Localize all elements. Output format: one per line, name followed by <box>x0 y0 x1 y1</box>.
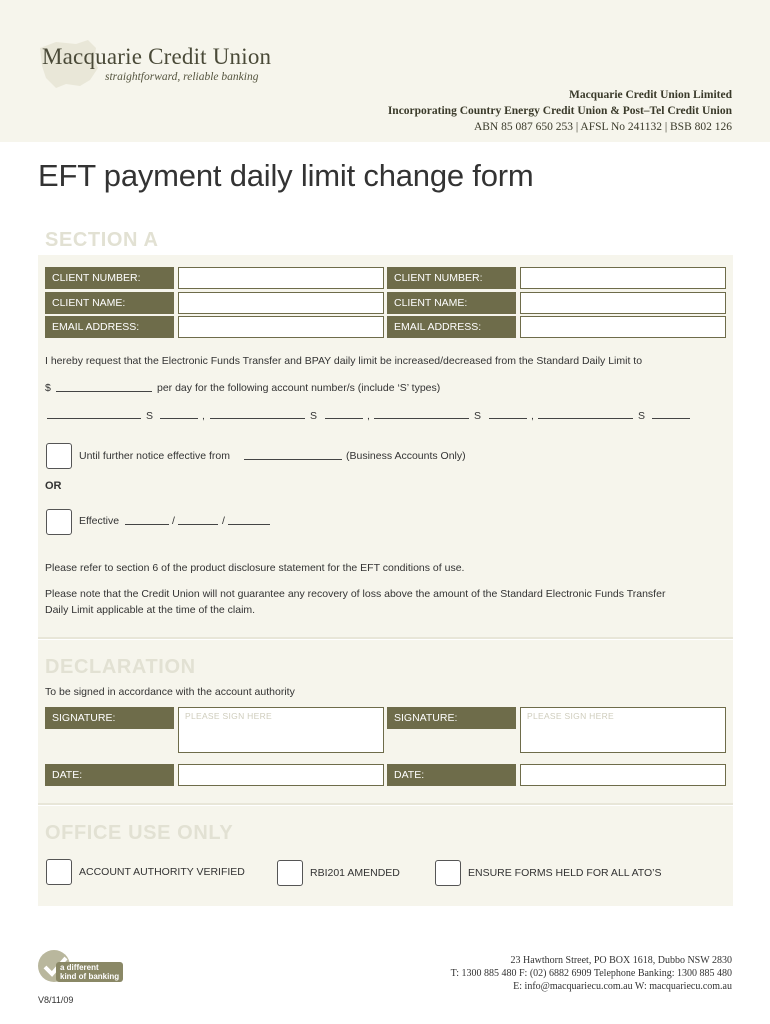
business-accounts-text: (Business Accounts Only) <box>346 450 466 462</box>
email-label-2: EMAIL ADDRESS: <box>387 316 516 338</box>
client-name-input-1[interactable] <box>178 292 384 314</box>
org-name: Macquarie Credit Union Limited <box>568 89 732 101</box>
account-authority-text: ACCOUNT AUTHORITY VERIFIED <box>79 866 245 878</box>
email-input-2[interactable] <box>520 316 726 338</box>
until-further-notice-checkbox[interactable] <box>46 443 72 469</box>
or-text: OR <box>45 480 62 492</box>
different-banking-badge <box>36 948 132 988</box>
client-number-input-1[interactable] <box>178 267 384 289</box>
account-number-field-2[interactable] <box>210 408 305 419</box>
signature-label-2: SIGNATURE: <box>387 707 516 729</box>
s-type-field-3[interactable] <box>489 408 527 419</box>
section-divider-2 <box>38 803 733 805</box>
badge-line-1: a different <box>60 963 99 972</box>
comma-3: , <box>531 410 534 422</box>
logo-name: Macquarie Credit Union <box>42 44 272 69</box>
badge-text <box>56 962 123 982</box>
signature-box-1[interactable] <box>178 707 384 753</box>
signature-label-1: SIGNATURE: <box>45 707 174 729</box>
effective-month-field[interactable] <box>178 514 218 525</box>
rbi201-checkbox[interactable] <box>277 860 303 886</box>
date-slash-2: / <box>222 515 225 527</box>
s-type-field-2[interactable] <box>325 408 363 419</box>
account-number-field-4[interactable] <box>538 408 633 419</box>
org-incorporating: Incorporating Country Energy Credit Union & Post–Tel Credit Union <box>387 105 732 117</box>
organisation-details <box>388 87 732 135</box>
account-number-field-1[interactable] <box>47 408 141 419</box>
date-label-2: DATE: <box>387 764 516 786</box>
ato-forms-checkbox[interactable] <box>435 860 461 886</box>
declaration-subtext: To be signed in accordance with the account authority <box>45 686 295 698</box>
form-title: EFT payment daily limit change form <box>38 158 534 193</box>
version-code: V8/11/09 <box>38 995 74 1005</box>
section-divider-1 <box>38 637 733 639</box>
s-label-4: S <box>638 410 646 422</box>
effective-text: Effective <box>79 515 120 527</box>
note-line-1: Please note that the Credit Union will not guarantee any recovery of loss above the amount of the Standard Electronic Funds Transfer <box>45 588 666 600</box>
date-input-1[interactable] <box>178 764 384 786</box>
footer-web: E: info@macquariecu.com.au W: macquariecu.com.au <box>513 981 732 992</box>
badge-line-2: kind of banking <box>60 972 120 981</box>
email-label-1: EMAIL ADDRESS: <box>45 316 174 338</box>
daily-limit-amount-field[interactable] <box>56 381 152 392</box>
comma-2: , <box>367 410 370 422</box>
email-input-1[interactable] <box>178 316 384 338</box>
signature-placeholder-1: PLEASE SIGN HERE <box>185 711 272 721</box>
date-label-1: DATE: <box>45 764 174 786</box>
client-name-label-2: CLIENT NAME: <box>387 292 516 314</box>
note-line-2: Daily Limit applicable at the time of the claim. <box>45 604 256 616</box>
office-use-panel <box>38 806 733 906</box>
account-number-field-3[interactable] <box>374 408 469 419</box>
logo-tagline: straightforward, reliable banking <box>105 71 259 83</box>
account-authority-checkbox[interactable] <box>46 859 72 885</box>
client-number-input-2[interactable] <box>520 267 726 289</box>
dollar-sign: $ <box>45 382 51 394</box>
s-type-field-4[interactable] <box>652 408 690 419</box>
client-name-label-1: CLIENT NAME: <box>45 292 174 314</box>
s-label-3: S <box>474 410 482 422</box>
date-slash-1: / <box>172 515 175 527</box>
until-text: Until further notice effective from <box>79 450 230 462</box>
declaration-heading: DECLARATION <box>45 656 196 678</box>
footer-address: 23 Hawthorn Street, PO BOX 1618, Dubbo NSW 2830 <box>510 955 732 966</box>
footer-contact <box>451 954 732 993</box>
date-input-2[interactable] <box>520 764 726 786</box>
org-abn: ABN 85 087 650 253 | AFSL No 241132 | BSB 802 126 <box>473 121 732 133</box>
client-number-label-1: CLIENT NUMBER: <box>45 267 174 289</box>
refer-text: Please refer to section 6 of the product disclosure statement for the EFT conditions of use. <box>45 562 465 574</box>
s-type-field-1[interactable] <box>160 408 198 419</box>
s-label-1: S <box>146 410 154 422</box>
rbi201-text: RBI201 AMENDED <box>310 867 400 879</box>
client-name-input-2[interactable] <box>520 292 726 314</box>
effective-from-field[interactable] <box>244 449 342 460</box>
s-label-2: S <box>310 410 318 422</box>
section-a-heading: SECTION A <box>45 229 159 251</box>
office-use-heading: OFFICE USE ONLY <box>45 822 234 844</box>
effective-year-field[interactable] <box>228 514 270 525</box>
client-number-label-2: CLIENT NUMBER: <box>387 267 516 289</box>
request-text: I hereby request that the Electronic Funds Transfer and BPAY daily limit be increased/decreased from the Standard Daily Limit to <box>45 355 643 367</box>
effective-date-checkbox[interactable] <box>46 509 72 535</box>
signature-placeholder-2: PLEASE SIGN HERE <box>527 711 614 721</box>
effective-day-field[interactable] <box>125 514 169 525</box>
ato-forms-text: ENSURE FORMS HELD FOR ALL ATO’S <box>468 867 662 879</box>
per-day-text: per day for the following account number/s (include ‘S’ types) <box>157 382 441 394</box>
comma-1: , <box>202 410 205 422</box>
signature-box-2[interactable] <box>520 707 726 753</box>
footer-phones: T: 1300 885 480 F: (02) 6882 6909 Telephone Banking: 1300 885 480 <box>450 968 732 979</box>
